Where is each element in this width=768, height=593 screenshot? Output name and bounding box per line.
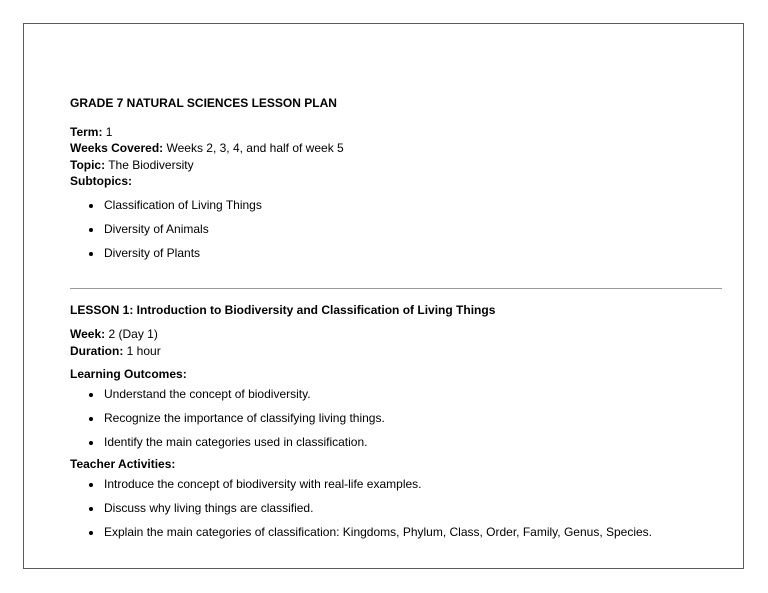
week-label: Week: — [70, 327, 106, 341]
duration-label: Duration: — [70, 343, 124, 358]
term-line — [70, 124, 730, 141]
teacher-activities-list — [70, 468, 730, 540]
term-label: Term: — [70, 124, 103, 139]
list-item: Explain the main categories of classification: Kingdoms, Phylum, Class, Order, Family, Genus, Species. — [70, 524, 730, 541]
list-item: Classification of Living Things — [70, 197, 730, 214]
section-divider — [70, 288, 722, 289]
document-content — [70, 95, 730, 539]
week-value: 2 (Day 1) — [105, 327, 158, 341]
weeks-label: Weeks Covered: — [70, 141, 164, 155]
lesson-meta — [70, 326, 161, 359]
week-line — [70, 326, 161, 343]
document-page — [23, 23, 744, 569]
teacher-activities-heading: Teacher Activities: — [70, 457, 176, 471]
duration-line — [70, 343, 161, 360]
topic-label: Topic: — [70, 157, 106, 172]
subtopics-heading: Subtopics: — [70, 174, 132, 188]
list-item: Identify the main categories used in classification. — [70, 434, 730, 451]
learning-outcomes-list — [70, 378, 730, 450]
list-item: Diversity of Animals — [70, 221, 730, 238]
list-item: Diversity of Plants — [70, 245, 730, 262]
weeks-line — [70, 140, 730, 157]
topic-line — [70, 157, 730, 174]
list-item: Understand the concept of biodiversity. — [70, 386, 730, 403]
topic-value: The Biodiversity — [105, 157, 194, 172]
list-item: Discuss why living things are classified. — [70, 500, 730, 517]
document-title: GRADE 7 NATURAL SCIENCES LESSON PLAN — [70, 96, 337, 110]
duration-value: 1 hour — [123, 343, 161, 358]
weeks-value: Weeks 2, 3, 4, and half of week 5 — [163, 141, 344, 155]
term-value: 1 — [102, 124, 113, 139]
subtopics-list — [70, 197, 730, 262]
list-item: Introduce the concept of biodiversity with real-life examples. — [70, 476, 730, 493]
lesson-title: LESSON 1: Introduction to Biodiversity and Classification of Living Things — [70, 303, 496, 317]
list-item: Recognize the importance of classifying living things. — [70, 410, 730, 427]
learning-outcomes-heading: Learning Outcomes: — [70, 367, 187, 381]
